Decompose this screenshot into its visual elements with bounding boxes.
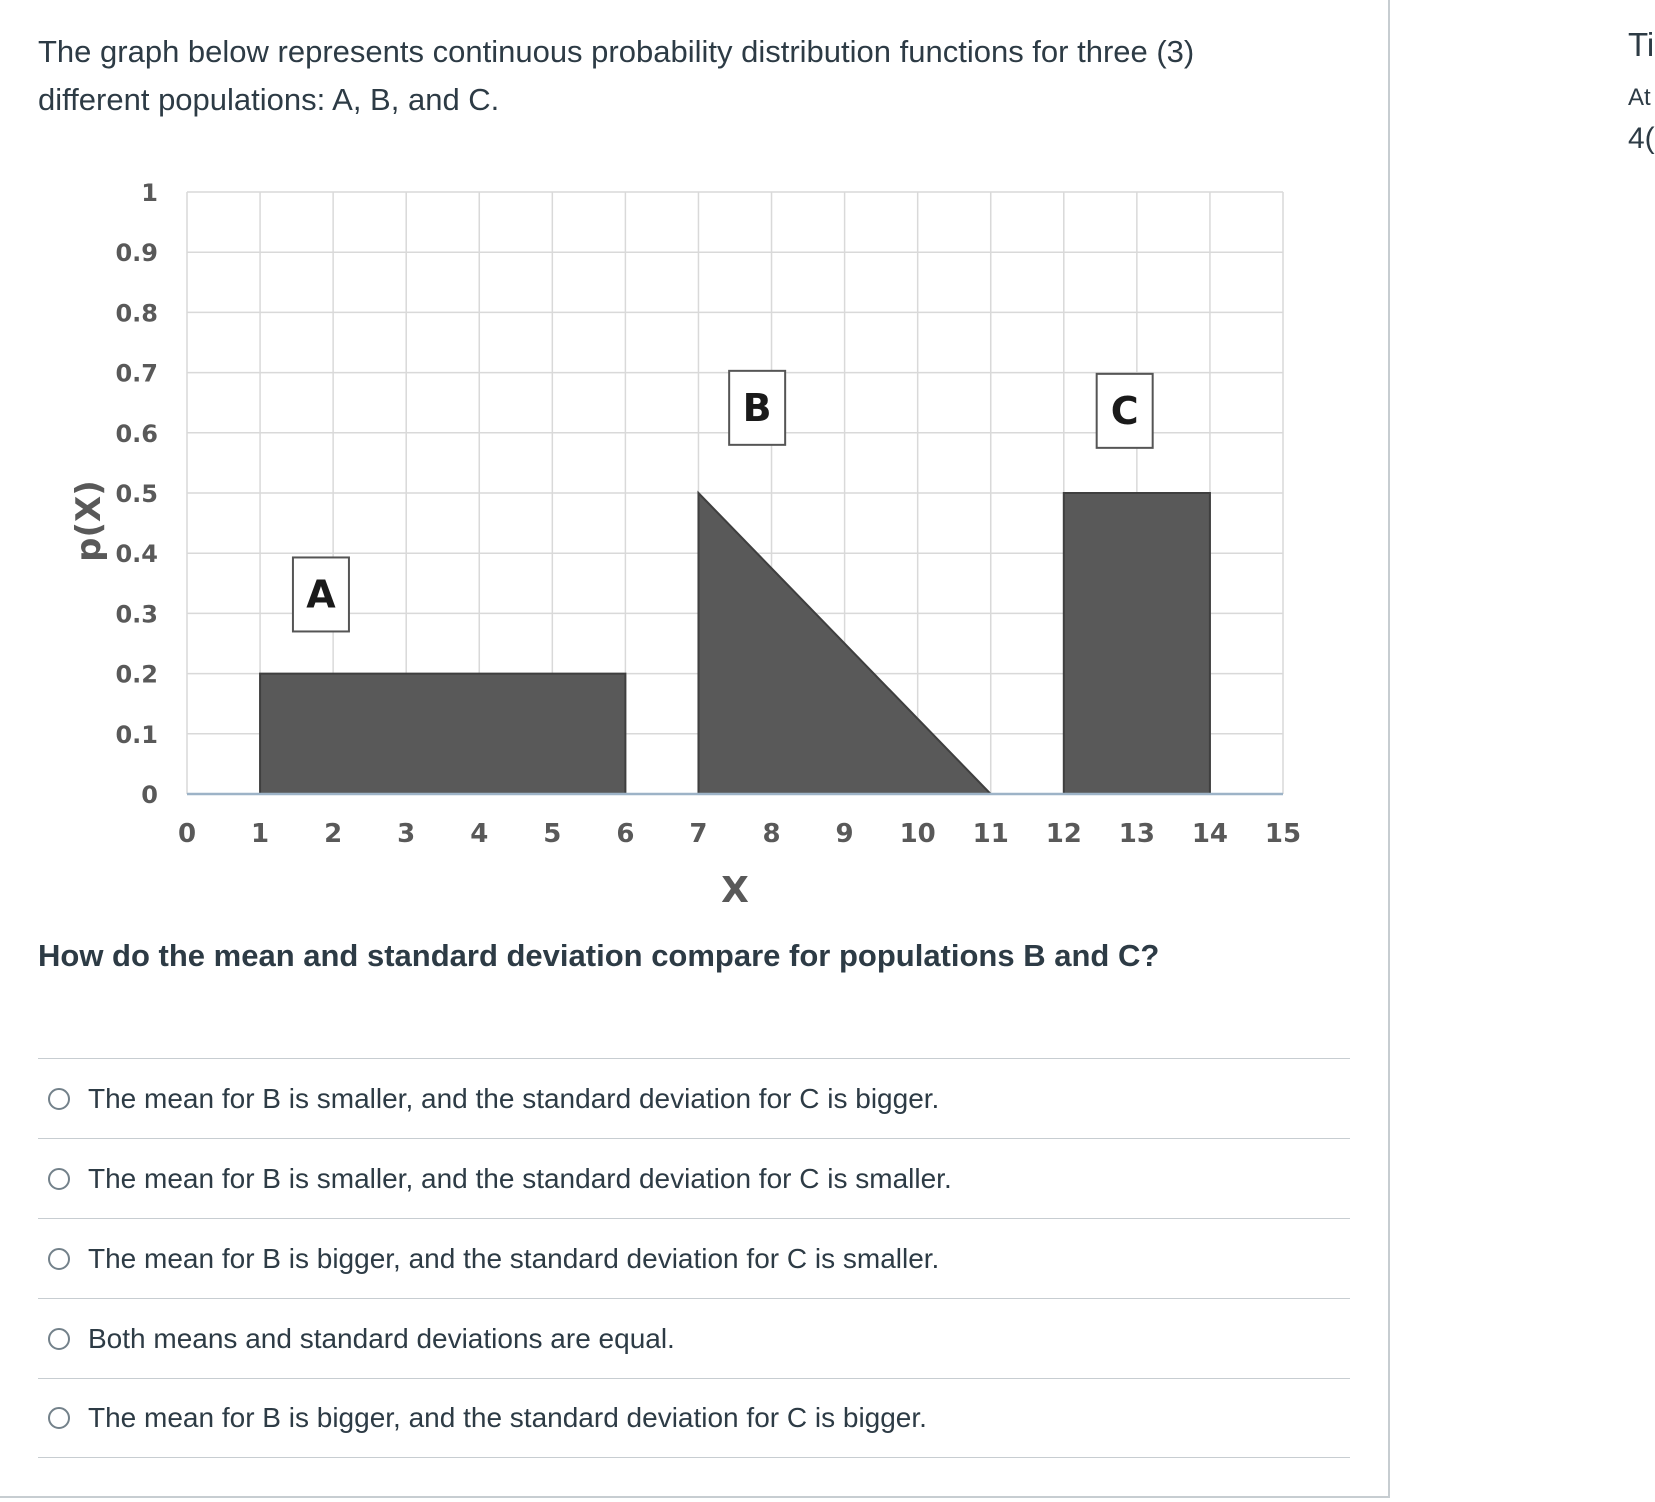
question-prompt: The graph below represents continuous probability distribution functions for three (3) different populations: A, B, and C. bbox=[38, 34, 1195, 117]
distribution-chart bbox=[0, 150, 1390, 920]
y-tick-label: 0.5 bbox=[115, 480, 158, 508]
x-tick-label: 10 bbox=[899, 819, 936, 849]
answer-label: The mean for B is smaller, and the standard deviation for C is bigger. bbox=[88, 1082, 940, 1114]
y-tick-label: 0.6 bbox=[115, 419, 158, 448]
y-tick-label: 0.2 bbox=[115, 660, 158, 689]
answer-list bbox=[38, 1058, 1350, 1458]
y-tick-label: 0.4 bbox=[115, 540, 158, 569]
radio-button[interactable] bbox=[48, 1168, 70, 1190]
x-tick-label: 13 bbox=[1118, 819, 1155, 849]
answer-option-4[interactable] bbox=[38, 1298, 1350, 1378]
radio-button[interactable] bbox=[48, 1328, 70, 1350]
radio-button[interactable] bbox=[48, 1248, 70, 1270]
x-tick-label: 5 bbox=[543, 819, 562, 849]
x-tick-label: 12 bbox=[1045, 819, 1082, 849]
y-tick-label: 0.1 bbox=[115, 720, 158, 749]
x-tick-label: 3 bbox=[397, 819, 416, 849]
radio-button[interactable] bbox=[48, 1407, 70, 1429]
x-tick-label: 11 bbox=[972, 819, 1009, 849]
answer-option-3[interactable] bbox=[38, 1218, 1350, 1298]
distribution-c bbox=[1064, 493, 1210, 794]
x-tick-label: 15 bbox=[1264, 819, 1302, 849]
x-tick-label: 4 bbox=[470, 819, 489, 849]
x-tick-label: 6 bbox=[616, 819, 635, 849]
series-label-b: B bbox=[742, 385, 772, 430]
y-tick-label: 0.8 bbox=[115, 299, 158, 328]
x-tick-label: 14 bbox=[1191, 819, 1229, 849]
answer-label: The mean for B is bigger, and the standard deviation for C is smaller. bbox=[88, 1242, 940, 1274]
distribution-a bbox=[260, 674, 625, 794]
y-axis-title: p(X) bbox=[69, 480, 109, 562]
answer-label: The mean for B is smaller, and the standard deviation for C is smaller. bbox=[88, 1162, 952, 1194]
chart-svg bbox=[0, 150, 1390, 920]
series-label-c: C bbox=[1110, 388, 1139, 433]
x-tick-label: 2 bbox=[324, 819, 343, 849]
y-tick-label: 0.9 bbox=[115, 239, 158, 268]
x-tick-label: 9 bbox=[835, 819, 854, 849]
answer-option-5[interactable] bbox=[38, 1378, 1350, 1458]
x-tick-label: 0 bbox=[177, 819, 197, 849]
y-tick-label: 0.7 bbox=[115, 359, 158, 388]
x-tick-label: 8 bbox=[762, 819, 781, 849]
answer-label: The mean for B is bigger, and the standard deviation for C is bigger. bbox=[88, 1402, 927, 1433]
x-tick-label: 7 bbox=[689, 819, 708, 849]
answer-option-1[interactable] bbox=[38, 1058, 1350, 1138]
sidebar-title: Ti bbox=[1628, 26, 1655, 63]
y-tick-label: 1 bbox=[141, 179, 158, 207]
question-text: How do the mean and standard deviation compare for populations B and C? bbox=[38, 938, 1160, 973]
y-tick-label: 0 bbox=[141, 781, 158, 809]
sidebar-count: 4( bbox=[1628, 122, 1655, 155]
answer-option-2[interactable] bbox=[38, 1138, 1350, 1218]
sidebar-attempt-label: At bbox=[1628, 84, 1651, 111]
x-axis-title: X bbox=[721, 870, 749, 911]
y-tick-label: 0.3 bbox=[115, 600, 158, 629]
series-label-a: A bbox=[306, 572, 336, 617]
x-tick-label: 1 bbox=[251, 819, 270, 849]
radio-button[interactable] bbox=[48, 1088, 70, 1110]
quiz-sidebar bbox=[1390, 0, 1655, 1502]
answer-label: Both means and standard deviations are equal. bbox=[88, 1322, 675, 1354]
